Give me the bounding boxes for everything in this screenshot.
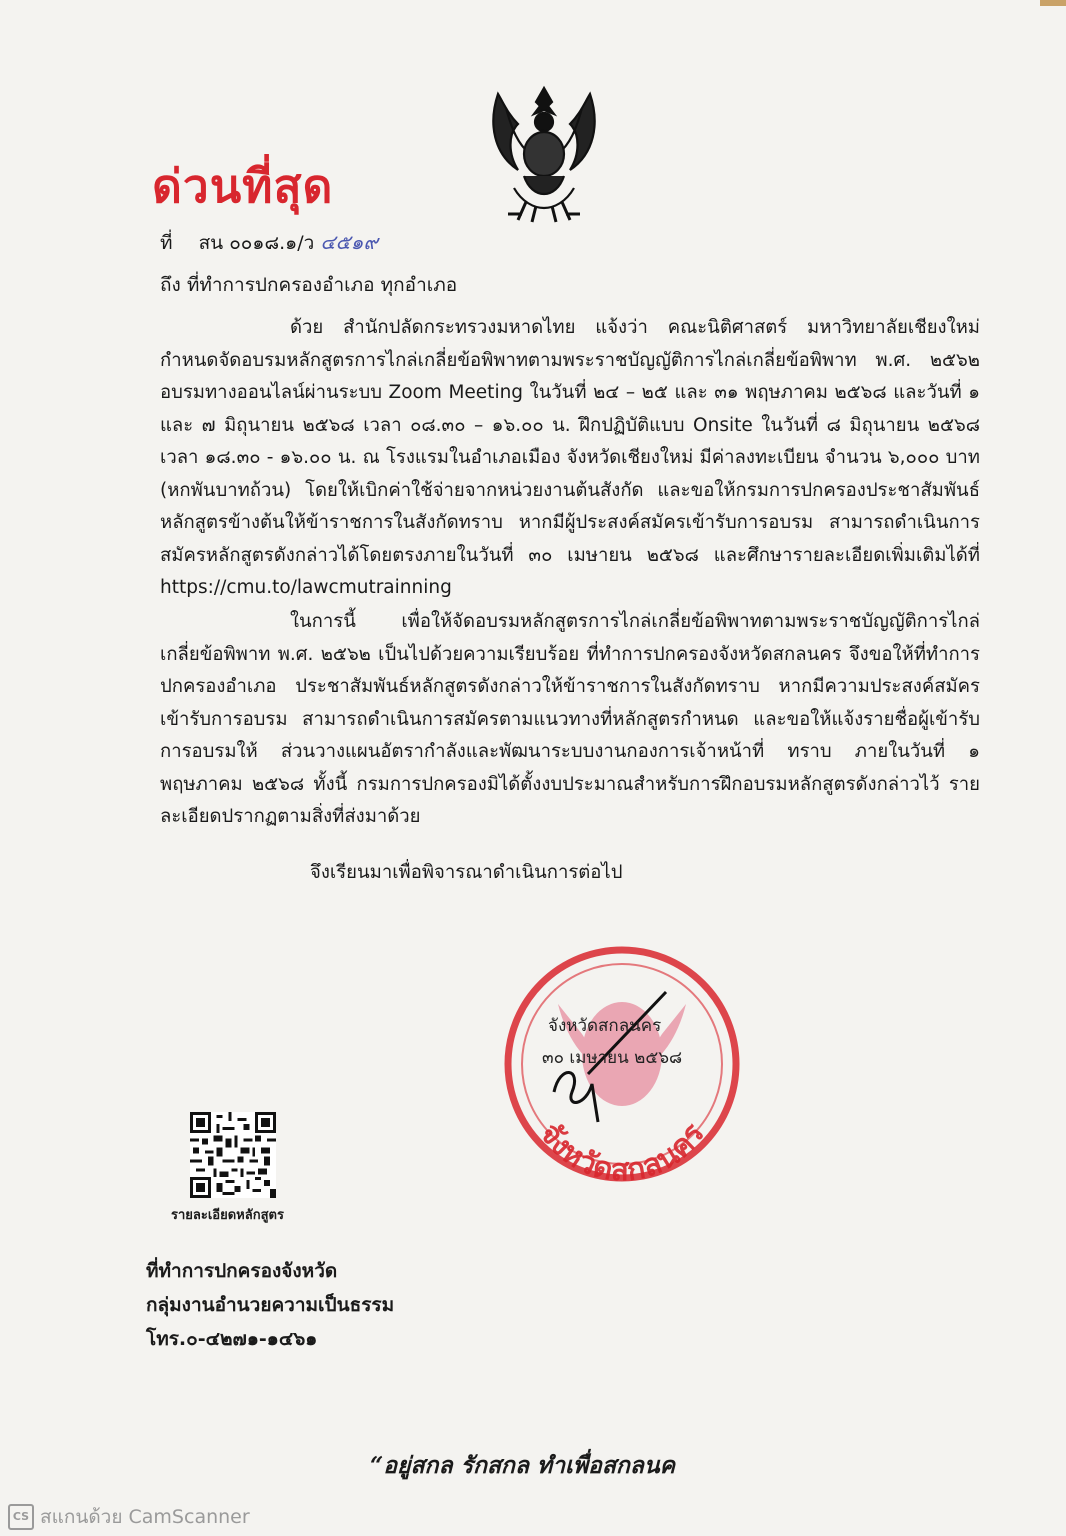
stamp-province: จังหวัดสกลนคร <box>548 1016 662 1036</box>
closing-line: จึงเรียนมาเพื่อพิจารณาดำเนินการต่อไป <box>310 862 623 883</box>
sender-office: ที่ทำการปกครองจังหวัด <box>146 1260 338 1282</box>
sender-phone: โทร.๐-๔๒๗๑-๑๔๖๑ <box>146 1328 318 1350</box>
recipient-line: ถึง ที่ทำการปกครองอำเภอ ทุกอำเภอ <box>160 274 458 296</box>
camscanner-text: สแกนด้วย CamScanner <box>40 1506 250 1528</box>
body-paragraph-2-text: ในการนี้ เพื่อให้จัดอบรมหลักสูตรการไกล่เกลี่ยข้อพิพาทตามพระราชบัญญัติการไกล่เกลี่ยข้อพิพาท พ.ศ. ๒๕๖๒ เป็นไปด้วยความเรียบร้อย ที่ทำการปกครองจังหวัดสกลนคร จึงขอให้ที่ทำการปกครองอำเภอ ประชาสัมพันธ์หลักสูตรดังกล่าวให้ข้าราชการในสังกัดทราบ หากมีความประสงค์สมัครเข้ารับการอบรม สามารถดำเนินการสมัครตามแนวทางที่หลักสูตรกำหนด และขอให้แจ้งรายชื่อผู้เข้ารับการอบรมให้ ส่วนวางแผนอัตรากำลังและพัฒนาระบบงานกองการเจ้าหน้าที่ ทราบ ภายในวันที่ ๑ พฤษภาคม ๒๕๖๘ ทั้งนี้ กรมการปกครองมิได้ตั้งงบประมาณสำหรับการฝึกอบรมหลักสูตรดังกล่าวไว้ รายละเอียดปรากฏตามสิ่งที่ส่งมาด้วย <box>160 611 980 827</box>
provincial-motto: “อยู่สกล รักสกล ทำเพื่อสกลนค <box>370 1452 676 1479</box>
document-number-value: สน ๐๐๑๘.๑/ว <box>198 232 315 254</box>
stamp-date: ๓๐ เมษายน ๒๕๖๘ <box>542 1048 683 1068</box>
camscanner-logo-icon: CS <box>8 1504 34 1530</box>
camscanner-watermark <box>8 1502 250 1532</box>
document-number-handwritten: ๔๕๑๙ <box>320 230 378 254</box>
svg-text:จังหวัดสกลนคร <box>532 1117 712 1184</box>
garuda-emblem-icon <box>478 84 610 226</box>
sender-division: กลุ่มงานอำนวยความเป็นธรรม <box>146 1294 395 1316</box>
corner-mark <box>1040 0 1066 6</box>
document-number <box>160 226 378 258</box>
body-paragraph-2 <box>160 606 980 834</box>
body-paragraph-1-text: ด้วย สำนักปลัดกระทรวงมหาดไทย แจ้งว่า คณะนิติศาสตร์ มหาวิทยาลัยเชียงใหม่กำหนดจัดอบรมหลักสูตรการไกล่เกลี่ยข้อพิพาทตามพระราชบัญญัติการไกล่เกลี่ยข้อพิพาท พ.ศ. ๒๕๖๒ อบรมทางออนไลน์ผ่านระบบ Zoom Meeting ในวันที่ ๒๔ – ๒๕ และ ๓๑ พฤษภาคม ๒๕๖๘ และวันที่ ๑ และ ๗ มิถุนายน ๒๕๖๘ เวลา ๐๘.๓๐ – ๑๖.๐๐ น. ฝึกปฏิบัติแบบ Onsite ในวันที่ ๘ มิถุนายน ๒๕๖๘ เวลา ๑๘.๓๐ - ๑๖.๐๐ น. ณ โรงแรมในอำเภอเมือง จังหวัดเชียงใหม่ มีค่าลงทะเบียน จำนวน ๖,๐๐๐ บาท (หกพันบาทถ้วน) โดยให้เบิกค่าใช้จ่ายจากหน่วยงานต้นสังกัด และขอให้กรมการปกครองประชาสัมพันธ์หลักสูตรข้างต้นให้ข้าราชการในสังกัดทราบ หากมีผู้ประสงค์สมัครเข้ารับการอบรม สามารถดำเนินการสมัครหลักสูตรดังกล่าวได้โดยตรงภายในวันที่ ๓๐ เมษายน ๒๕๖๘ และศึกษารายละเอียดเพิ่มเติมได้ที่ https://cmu.to/lawcmutrainning <box>160 317 980 598</box>
document-number-label: ที่ <box>160 232 173 254</box>
body-paragraph-1 <box>160 312 980 605</box>
urgency-label: ด่วนที่สุด <box>152 159 334 213</box>
qr-caption: รายละเอียดหลักสูตร <box>171 1208 284 1223</box>
qr-code-icon[interactable] <box>190 1112 276 1198</box>
sender-block <box>146 1254 394 1356</box>
stamp-ring-text: จังหวัดสกลนคร <box>532 1116 712 1184</box>
